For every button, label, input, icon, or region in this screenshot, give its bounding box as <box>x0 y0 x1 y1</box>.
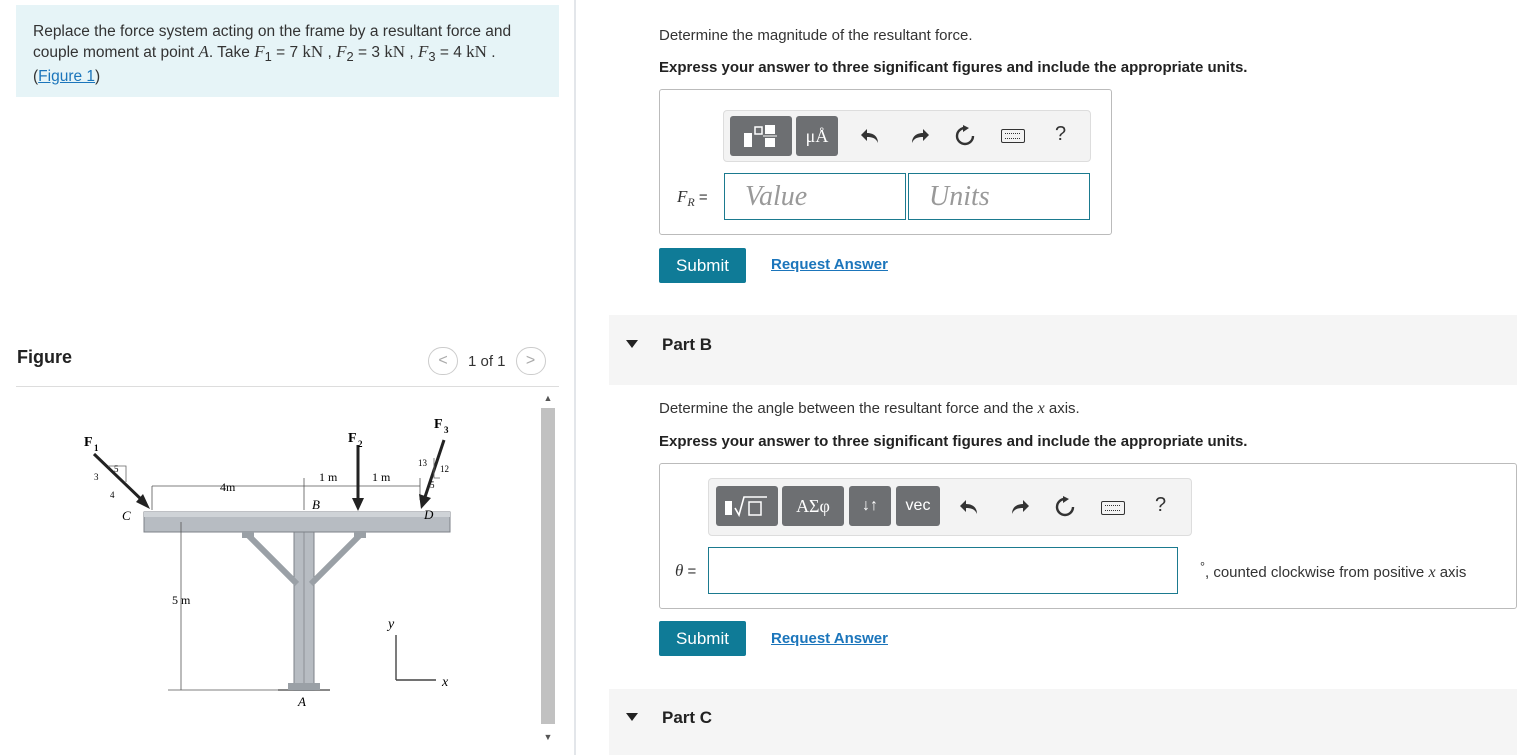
problem-text-2: . Take <box>208 44 255 61</box>
templates-icon[interactable] <box>730 116 792 156</box>
collapse-triangle-icon[interactable] <box>626 340 638 348</box>
scroll-up-icon[interactable]: ▲ <box>543 393 553 403</box>
f1-value: = 7 <box>271 44 303 61</box>
frame-diagram <box>16 390 536 755</box>
units-input[interactable]: Units <box>908 173 1090 220</box>
problem-end: . <box>486 44 496 61</box>
part-b-question-text: Determine the angle between the resultant force and the <box>659 400 1038 417</box>
part-a-question: Determine the magnitude of the resultant force. <box>659 27 973 44</box>
theta-equals: = <box>683 563 697 580</box>
base-plate <box>288 683 320 690</box>
degree-symbol: ° <box>1200 560 1205 574</box>
help-icon[interactable]: ? <box>1155 494 1167 516</box>
part-b-x-var: x <box>1037 400 1045 417</box>
part-b-request-answer-link[interactable]: Request Answer <box>771 630 888 647</box>
reset-icon[interactable] <box>952 123 978 149</box>
brace-clip-right <box>354 532 366 538</box>
figure-pager <box>428 347 546 375</box>
f3-subscript: 3 <box>428 49 436 65</box>
part-b-submit-button[interactable]: Submit <box>659 621 746 656</box>
f2-label-sub: 2 <box>358 439 363 449</box>
figure-scrollbar[interactable] <box>538 390 558 745</box>
f2-label: F <box>348 431 357 446</box>
part-c-title: Part C <box>662 708 713 727</box>
f3-unit: kN <box>466 42 487 61</box>
f1-unit: kN <box>302 42 324 61</box>
dim-5m-label: 5 m <box>172 593 191 607</box>
angle-note-x: x <box>1428 564 1436 581</box>
tri-5b: 5 <box>430 480 435 490</box>
collapse-triangle-icon[interactable] <box>626 713 638 721</box>
angle-note-end: axis <box>1435 564 1467 581</box>
pager-text: 1 of 1 <box>468 352 506 370</box>
right-brace <box>311 535 360 584</box>
paren-close: ) <box>95 68 101 86</box>
part-a-submit-button[interactable]: Submit <box>659 248 746 283</box>
f3-value: = 4 <box>435 44 467 61</box>
point-b-label: B <box>312 497 320 512</box>
templates-glyph <box>741 123 781 149</box>
units-button[interactable]: μÅ <box>796 116 838 156</box>
tri-4: 4 <box>110 490 115 500</box>
theta-symbol: θ <box>675 561 684 580</box>
f3-symbol: F <box>417 42 429 61</box>
part-b-instruction: Express your answer to three significant figures and include the appropriate units. <box>659 433 1248 450</box>
scroll-down-icon[interactable]: ▼ <box>543 732 553 742</box>
value-input[interactable]: Value <box>724 173 906 220</box>
problem-text: Replace the force system acting on the frame by a resultant force and couple moment at point <box>33 23 512 61</box>
tri-13: 13 <box>418 458 427 468</box>
vector-button[interactable]: vec <box>896 486 940 526</box>
frame-figure <box>16 390 536 755</box>
f2-subscript: 2 <box>346 49 354 65</box>
fr-subscript: R <box>687 195 695 209</box>
x-axis-label: x <box>442 675 449 690</box>
f1-label: F <box>84 435 93 450</box>
dim-4m-label: 4m <box>220 480 236 494</box>
part-b-toolbar <box>708 478 1192 536</box>
prev-figure-button[interactable]: < <box>428 347 458 375</box>
part-a-answer-box <box>659 89 1112 235</box>
next-figure-button[interactable]: > <box>516 347 546 375</box>
paren-open: ( <box>33 68 39 86</box>
tri-12: 12 <box>440 464 449 474</box>
brace-clip-left <box>242 532 254 538</box>
templates-sqrt-icon[interactable] <box>716 486 778 526</box>
theta-label <box>675 561 696 581</box>
fr-equals: = <box>694 189 708 206</box>
figure-link[interactable]: Figure 1 <box>38 68 96 86</box>
f3-label-sub: 3 <box>444 425 449 435</box>
keyboard-icon[interactable] <box>1001 129 1025 143</box>
right-panel <box>576 0 1517 755</box>
tri-3: 3 <box>94 472 99 482</box>
point-c-label: C <box>122 508 131 523</box>
point-a-label: A <box>298 694 306 709</box>
part-a-toolbar <box>723 110 1091 162</box>
part-a-instruction: Express your answer to three significant figures and include the appropriate units. <box>659 59 1248 76</box>
f2-arrowhead <box>352 498 364 511</box>
f1-label-sub: 1 <box>94 443 99 453</box>
dim-1m-b-label: 1 m <box>372 470 391 484</box>
keyboard-icon[interactable] <box>1101 501 1125 515</box>
f2-unit: kN <box>384 42 406 61</box>
part-b-question <box>659 400 1080 418</box>
f2-symbol: F <box>336 42 347 61</box>
f1-symbol: F <box>254 42 265 61</box>
greek-symbols-button[interactable]: ΑΣφ <box>782 486 844 526</box>
angle-note <box>1200 560 1466 582</box>
part-b-answer-box <box>659 463 1517 609</box>
help-icon[interactable]: ? <box>1055 123 1067 145</box>
beam-flange <box>144 512 450 517</box>
redo-icon[interactable] <box>906 123 932 149</box>
f1-arrow <box>94 454 146 504</box>
f3-label: F <box>434 417 443 432</box>
f1-subscript: 1 <box>264 49 272 65</box>
undo-icon[interactable] <box>957 494 983 520</box>
theta-input[interactable] <box>708 547 1178 594</box>
fr-label <box>677 187 708 210</box>
part-c-header[interactable] <box>609 689 1517 755</box>
sqrt-glyph <box>723 493 771 519</box>
tri-5: 5 <box>114 464 119 474</box>
left-brace <box>248 535 297 584</box>
sort-arrows-button[interactable]: ↓↑ <box>849 486 891 526</box>
reset-icon[interactable] <box>1052 494 1078 520</box>
redo-icon[interactable] <box>1006 494 1032 520</box>
y-axis-label: y <box>388 617 395 632</box>
part-b-header[interactable] <box>609 315 1517 385</box>
point-d-label: D <box>424 507 434 522</box>
scroll-thumb[interactable] <box>541 408 555 724</box>
part-b-question-end: axis. <box>1044 400 1080 417</box>
left-panel <box>0 0 575 755</box>
part-a-request-answer-link[interactable]: Request Answer <box>771 256 888 273</box>
dim-1m-a-label: 1 m <box>319 470 338 484</box>
figure-title: Figure <box>17 347 73 367</box>
problem-statement <box>16 5 559 97</box>
separator: , <box>323 44 337 61</box>
f2-value: = 3 <box>353 44 385 61</box>
fr-symbol: F <box>677 187 688 206</box>
undo-icon[interactable] <box>858 123 884 149</box>
part-b-title: Part B <box>662 335 713 354</box>
angle-note-text: , counted clockwise from positive <box>1205 564 1429 581</box>
point-a-symbol: A <box>198 42 209 61</box>
separator: , <box>405 44 418 61</box>
figure-divider <box>16 386 559 387</box>
